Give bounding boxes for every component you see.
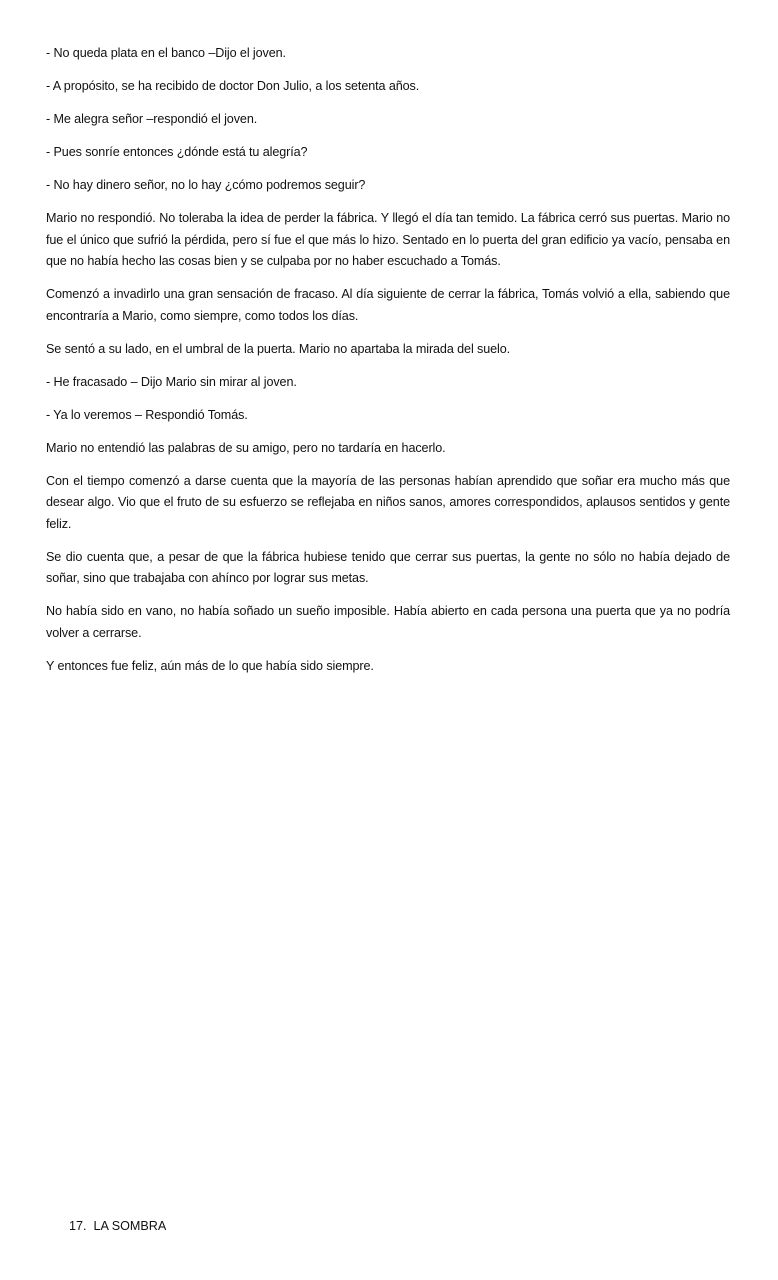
page-footer: 17. LA SOMBRA (69, 1219, 167, 1233)
body-paragraph: Se sentó a su lado, en el umbral de la puerta. Mario no apartaba la mirada del suelo. (46, 341, 511, 356)
body-paragraph: No había sido en vano, no había soñado un sueño imposible. Había abierto en cada persona una puerta que ya no podría volver a cerrarse. (46, 604, 730, 640)
body-paragraph: Mario no entendió las palabras de su amigo, pero no tardaría en hacerlo. (46, 440, 446, 455)
dialogue-line: - Ya lo veremos – Respondió Tomás. (46, 407, 248, 422)
dialogue-line: - Me alegra señor –respondió el joven. (46, 112, 258, 126)
body-paragraph: Se dio cuenta que, a pesar de que la fábrica hubiese tenido que cerrar sus puertas, la gente no sólo no había dejado de soñar, sino que trabajaba con ahínco por lograr sus metas. (46, 549, 730, 585)
dialogue-line: - A propósito, se ha recibido de doctor Don Julio, a los setenta años. (46, 79, 420, 93)
dialogue-line: - He fracasado – Dijo Mario sin mirar al joven. (46, 374, 297, 389)
page-body (46, 43, 730, 689)
dialogue-line: - Pues sonríe entonces ¿dónde está tu alegría? (46, 145, 308, 159)
dialogue-line: - No queda plata en el banco –Dijo el joven. (46, 46, 286, 60)
body-paragraph: Y entonces fue feliz, aún más de lo que había sido siempre. (46, 658, 374, 673)
body-paragraph: Mario no respondió. No toleraba la idea de perder la fábrica. Y llegó el día tan temido. La fábrica cerró sus puertas. Mario no fue el único que sufrió la pérdida, pero sí fue el que más lo hizo. Sentado en lo puerta del gran edificio ya vacío, pensaba en que no había hecho las cosas bien y se culpaba por no haber escuchado a Tomás. (46, 211, 730, 268)
dialogue-line: - No hay dinero señor, no lo hay ¿cómo podremos seguir? (46, 178, 366, 192)
body-paragraph: Comenzó a invadirlo una gran sensación de fracaso. Al día siguiente de cerrar la fábrica, Tomás volvió a ella, sabiendo que encontraría a Mario, como siempre, como todos los días. (46, 287, 730, 323)
body-paragraph: Con el tiempo comenzó a darse cuenta que la mayoría de las personas habían aprendido que soñar era mucho más que desear algo. Vio que el fruto de su esfuerzo se reflejaba en niños sanos, amores correspondidos, aplausos sentidos y gente feliz. (46, 473, 730, 531)
